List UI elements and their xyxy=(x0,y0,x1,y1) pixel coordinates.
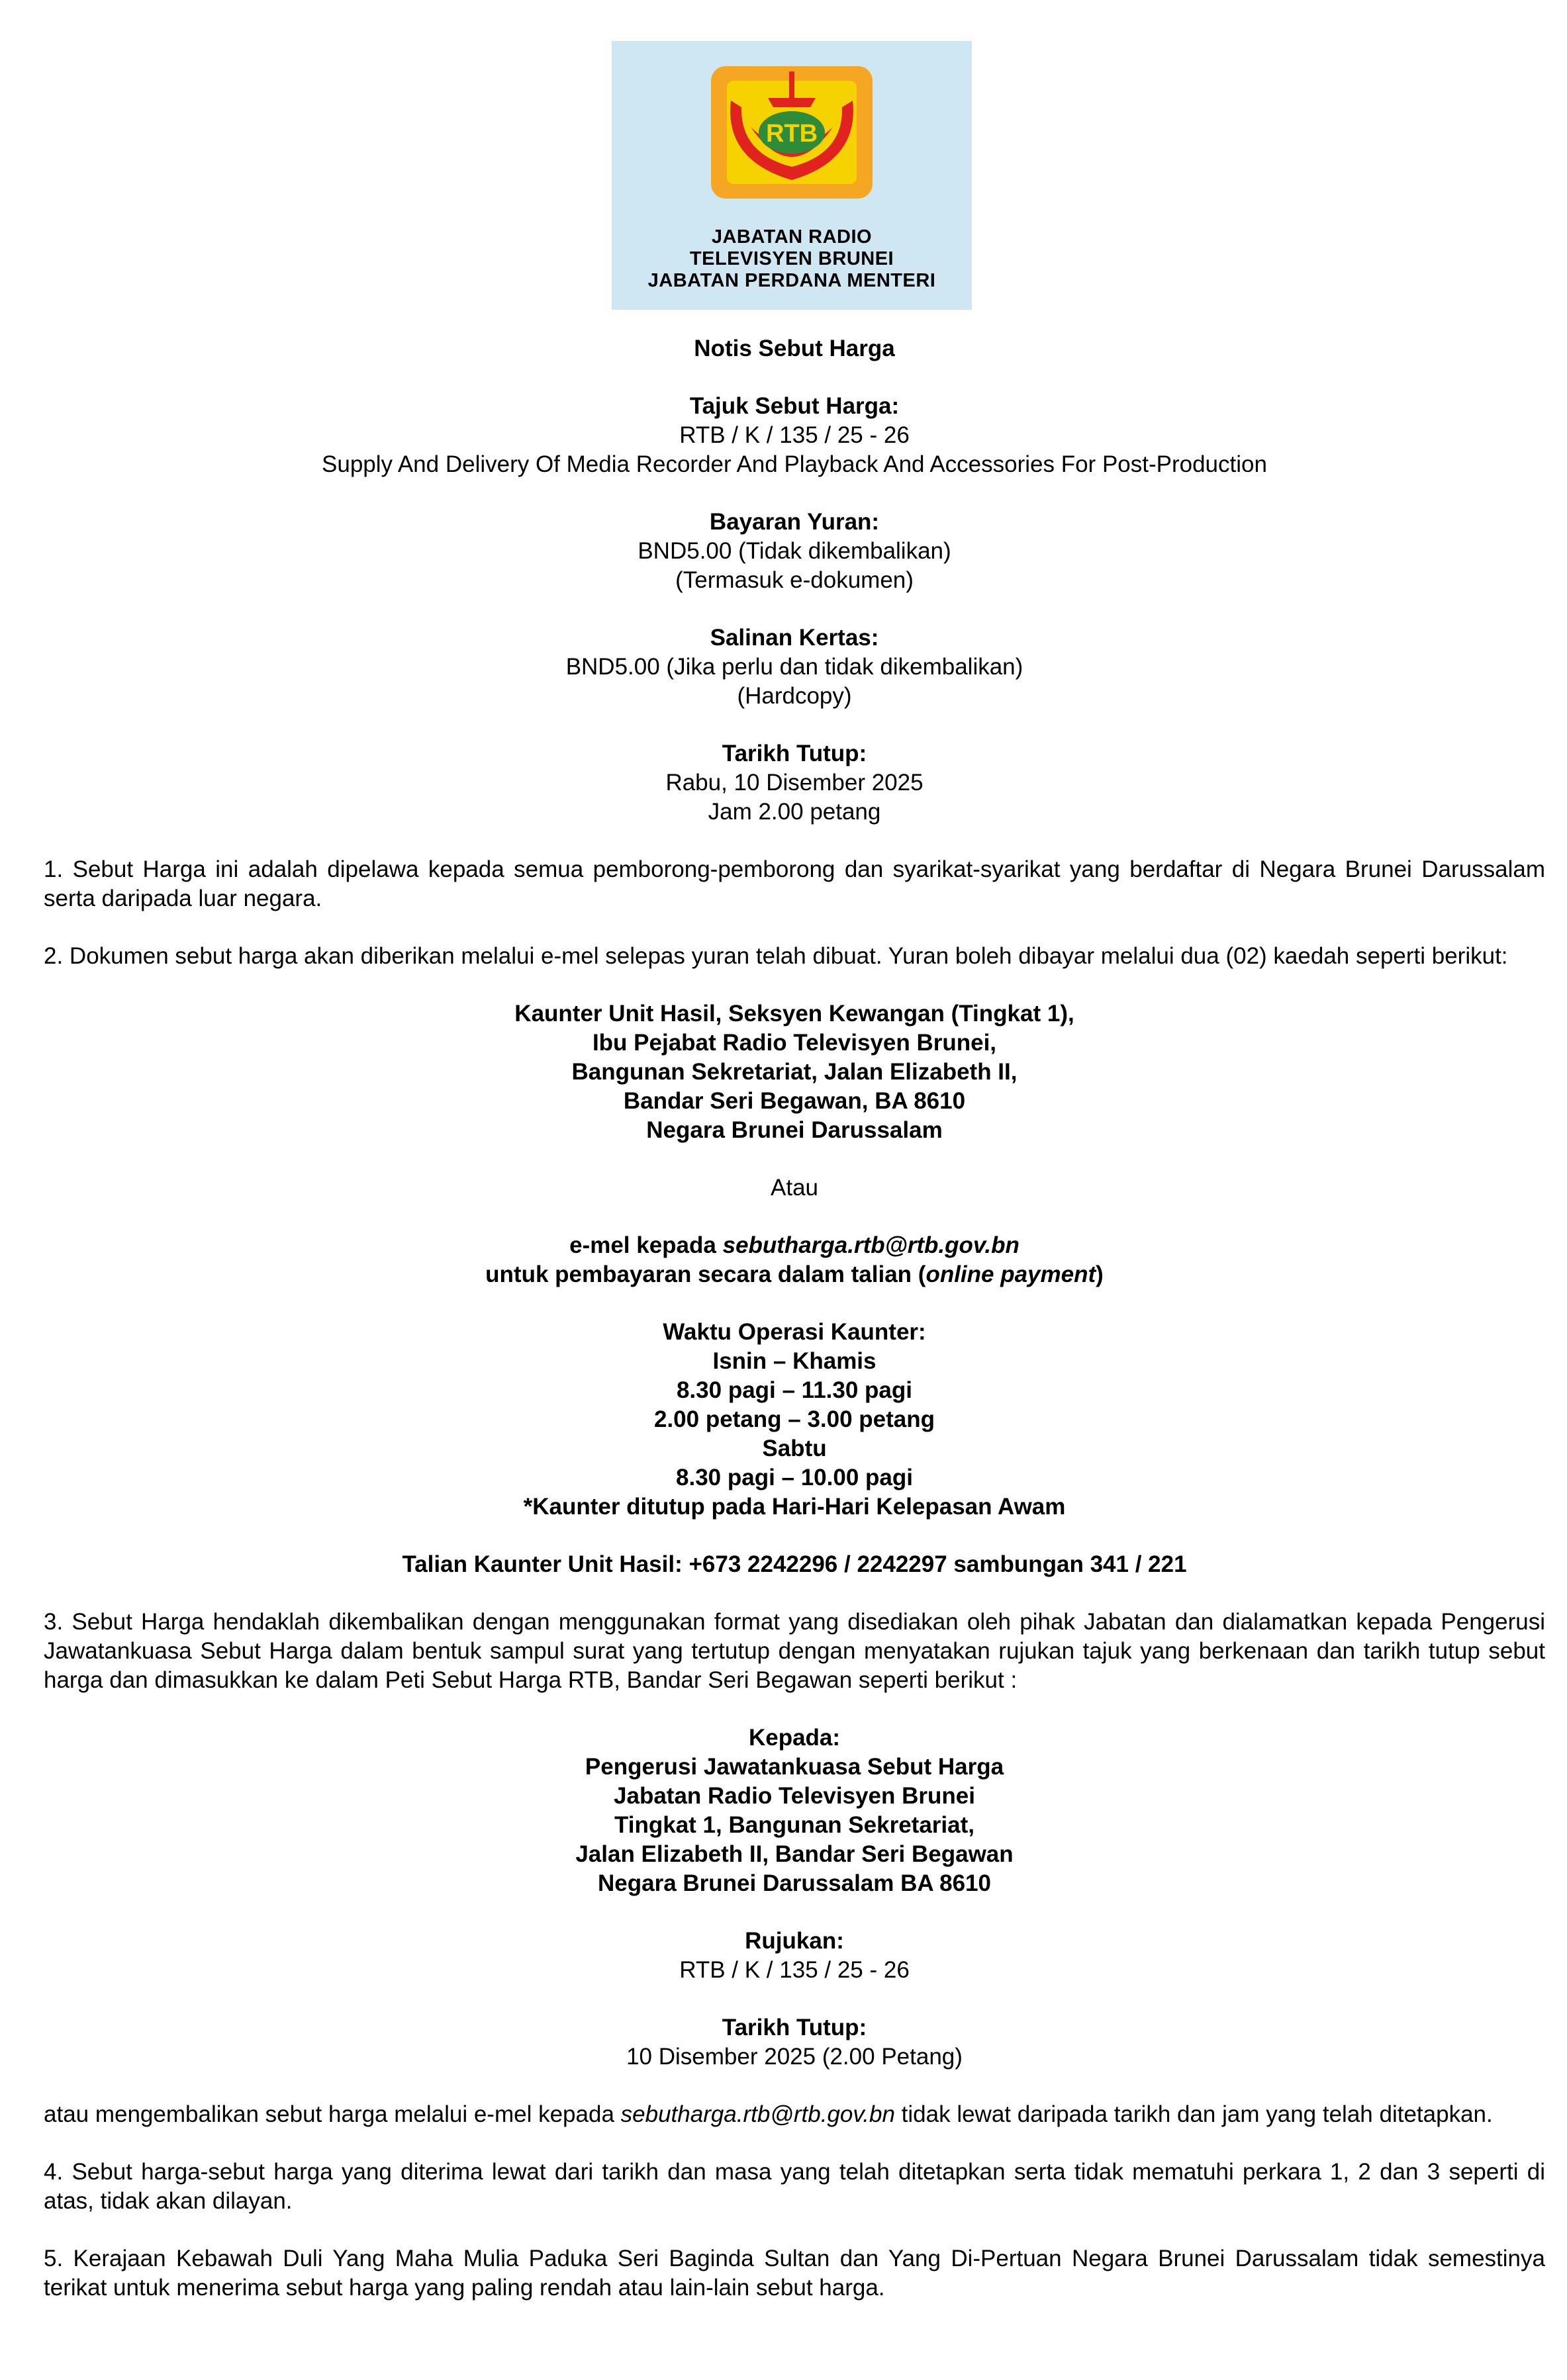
tarikh-tutup-2-label: Tarikh Tutup: xyxy=(722,2015,867,2040)
bayaran-line-1: BND5.00 (Tidak dikembalikan) xyxy=(638,538,951,564)
kaunter-address-line: Bandar Seri Begawan, BA 8610 xyxy=(623,1088,966,1114)
rujukan-block xyxy=(44,1927,1545,1985)
tajuk-block xyxy=(44,392,1545,479)
kaunter-address-block xyxy=(44,999,1545,1145)
return-email-link[interactable]: sebutharga.rtb@rtb.gov.bn xyxy=(620,2101,895,2127)
paragraph-1: 1. Sebut Harga ini adalah dipelawa kepada semua pemborong-pemborong dan syarikat-syarikat yang berdaftar di Negara Brunei Darussalam serta daripada luar negara. xyxy=(44,856,1545,911)
tarikh-tutup-2-block xyxy=(44,2013,1545,2072)
salinan-block xyxy=(44,623,1545,711)
online-line-italic: online payment xyxy=(926,1261,1096,1287)
bayaran-line-2: (Termasuk e-dokumen) xyxy=(675,567,914,593)
notice-content xyxy=(44,334,1545,2331)
online-line-prefix: untuk pembayaran secara dalam talian ( xyxy=(485,1261,926,1287)
paragraph-5: 5. Kerajaan Kebawah Duli Yang Maha Mulia Paduka Seri Baginda Sultan dan Yang Di-Pertuan Negara Brunei Darussalam tidak semestinya terikat untuk menerima sebut harga yang paling rendah atau lain-lain sebut harga. xyxy=(44,2246,1545,2301)
waktu-operasi-block xyxy=(44,1318,1545,1522)
salinan-line-2: (Hardcopy) xyxy=(737,683,852,709)
kaunter-address-line: Bangunan Sekretariat, Jalan Elizabeth II, xyxy=(571,1059,1018,1085)
salinan-label: Salinan Kertas: xyxy=(710,625,879,651)
salinan-line-1: BND5.00 (Jika perlu dan tidak dikembalikan) xyxy=(565,654,1023,680)
tarikh-tutup-2-value: 10 Disember 2025 (2.00 Petang) xyxy=(626,2044,963,2070)
bayaran-block xyxy=(44,508,1545,595)
waktu-line: 8.30 pagi – 10.00 pagi xyxy=(676,1465,913,1490)
tarikh-tutup-label: Tarikh Tutup: xyxy=(722,741,867,766)
talian-block xyxy=(44,1550,1545,1579)
rtb-logo xyxy=(612,41,972,310)
paragraph-4: 4. Sebut harga-sebut harga yang diterima lewat dari tarikh dan masa yang telah ditetapkan serta tidak mematuhi perkara 1, 2 dan 3 seperti di atas, tidak akan dilayan. xyxy=(44,2159,1545,2214)
kepada-line: Negara Brunei Darussalam BA 8610 xyxy=(598,1870,991,1896)
waktu-line: 2.00 petang – 3.00 petang xyxy=(653,1406,935,1432)
svg-text:RTB: RTB xyxy=(765,120,818,148)
atau-text: Atau xyxy=(771,1175,818,1201)
kaunter-address-line: Negara Brunei Darussalam xyxy=(646,1117,943,1143)
waktu-line: Isnin – Khamis xyxy=(712,1348,877,1374)
logo-dept-line-3: JABATAN PERDANA MENTERI xyxy=(647,270,936,291)
kepada-line: Kepada: xyxy=(748,1725,841,1751)
waktu-line: 8.30 pagi – 11.30 pagi xyxy=(676,1377,913,1403)
return-email-suffix: tidak lewat daripada tarikh dan jam yang telah ditetapkan. xyxy=(894,2101,1493,2127)
return-email-prefix: atau mengembalikan sebut harga melalui e-mel kepada xyxy=(44,2101,621,2127)
online-line-suffix: ) xyxy=(1096,1261,1104,1287)
waktu-line: Sabtu xyxy=(762,1436,827,1461)
atau-block xyxy=(44,1173,1545,1203)
tarikh-tutup-line-1: Rabu, 10 Disember 2025 xyxy=(665,770,924,796)
kepada-line: Pengerusi Jawatankuasa Sebut Harga xyxy=(585,1754,1004,1780)
rtb-emblem-icon xyxy=(704,61,879,204)
tarikh-tutup-line-2: Jam 2.00 petang xyxy=(708,799,881,825)
kepada-line: Tingkat 1, Bangunan Sekretariat, xyxy=(614,1812,974,1838)
rujukan-value: RTB / K / 135 / 25 - 26 xyxy=(679,1957,910,1983)
notice-title-block xyxy=(44,334,1545,363)
tajuk-label: Tajuk Sebut Harga: xyxy=(689,393,900,419)
logo-dept-line-1: JABATAN RADIO xyxy=(711,226,873,248)
email-payment-block xyxy=(44,1231,1545,1289)
payment-email-link[interactable]: sebutharga.rtb@rtb.gov.bn xyxy=(722,1232,1020,1258)
paragraph-3: 3. Sebut Harga hendaklah dikembalikan dengan menggunakan format yang disediakan oleh pihak Jabatan dan dialamatkan kepada Pengerusi Jawatankuasa Sebut Harga dalam bentuk sampul surat yang tertutup dengan menyatakan rujukan tajuk yang berkenaan dan tarikh tutup sebut harga dan dimasukkan ke dalam Peti Sebut Harga RTB, Bandar Seri Begawan seperti berikut : xyxy=(44,1609,1545,1693)
waktu-line: *Kaunter ditutup pada Hari-Hari Kelepasan Awam xyxy=(523,1494,1066,1520)
tarikh-tutup-block xyxy=(44,739,1545,827)
email-line xyxy=(44,1231,1545,1260)
online-line xyxy=(44,1260,1545,1289)
talian-text: Talian Kaunter Unit Hasil: +673 2242296 / 2242297 sambungan 341 / 221 xyxy=(402,1551,1187,1577)
tajuk-subject: Supply And Delivery Of Media Recorder And Playback And Accessories For Post-Production xyxy=(322,451,1267,477)
kaunter-address-line: Ibu Pejabat Radio Televisyen Brunei, xyxy=(592,1030,997,1056)
paragraph-2: 2. Dokumen sebut harga akan diberikan melalui e-mel selepas yuran telah dibuat. Yuran boleh dibayar melalui dua (02) kaedah seperti berikut: xyxy=(44,943,1508,969)
bayaran-label: Bayaran Yuran: xyxy=(709,509,880,535)
kepada-line: Jalan Elizabeth II, Bandar Seri Begawan xyxy=(575,1841,1014,1867)
logo-dept-line-2: TELEVISYEN BRUNEI xyxy=(689,248,894,269)
kepada-line: Jabatan Radio Televisyen Brunei xyxy=(614,1783,975,1809)
email-line-prefix: e-mel kepada xyxy=(569,1232,723,1258)
kaunter-address-line: Kaunter Unit Hasil, Seksyen Kewangan (Tingkat 1), xyxy=(514,1001,1074,1027)
return-email-paragraph xyxy=(44,2100,1545,2129)
rujukan-label: Rujukan: xyxy=(745,1928,844,1954)
waktu-line: Waktu Operasi Kaunter: xyxy=(663,1319,926,1345)
kepada-block xyxy=(44,1723,1545,1898)
notice-title: Notis Sebut Harga xyxy=(694,336,895,361)
tajuk-ref: RTB / K / 135 / 25 - 26 xyxy=(679,422,910,448)
